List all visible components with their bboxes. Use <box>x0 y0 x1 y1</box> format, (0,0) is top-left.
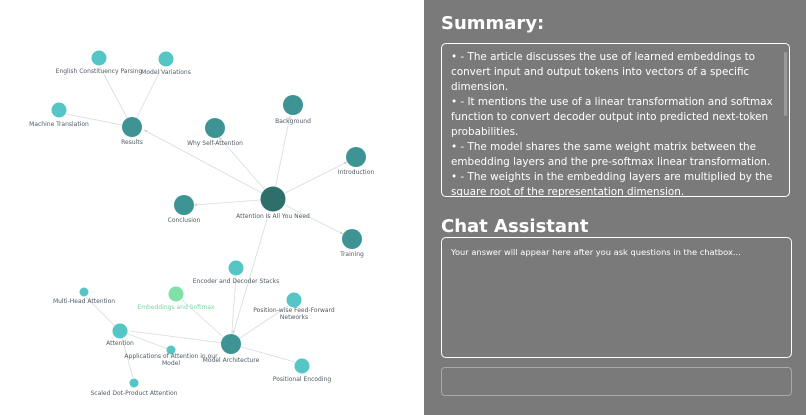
node-label: Conclusion <box>167 217 201 224</box>
node-label: Positional Encoding <box>272 376 332 383</box>
node-encoder-decoder-stacks[interactable] <box>193 261 280 286</box>
node-why-self-attention[interactable] <box>187 118 243 147</box>
chat-assistant-title: Chat Assistant <box>441 216 589 237</box>
graph-edge <box>130 331 231 344</box>
graph-node[interactable] <box>261 187 286 212</box>
node-label: Results <box>121 139 143 146</box>
summary-title: Summary: <box>441 13 545 34</box>
graph-node[interactable] <box>205 118 225 138</box>
graph-node[interactable] <box>287 293 302 308</box>
node-attention[interactable] <box>106 324 134 348</box>
summary-scrollbar[interactable] <box>784 52 787 116</box>
node-training[interactable] <box>339 229 364 258</box>
node-label: Scaled Dot-Product Attention <box>90 390 178 397</box>
graph-node[interactable] <box>229 261 244 276</box>
node-label: Multi-Head Attention <box>52 298 116 305</box>
graph-node[interactable] <box>342 229 362 249</box>
node-embeddings-and-softmax[interactable] <box>137 287 215 312</box>
node-background[interactable] <box>275 95 311 125</box>
summary-item: • - The model shares the same weight matrix between the embedding layers and the pre-softmax linear transformation. <box>451 141 771 168</box>
chat-input[interactable] <box>441 367 792 396</box>
node-label: Machine Translation <box>29 121 89 128</box>
node-machine-translation[interactable] <box>29 103 89 129</box>
chat-answer-placeholder: Your answer will appear here after you ask questions in the chatbox... <box>451 247 741 257</box>
graph-node[interactable] <box>92 51 107 66</box>
node-label: Background <box>275 118 311 125</box>
graph-node[interactable] <box>295 359 310 374</box>
graph-edge <box>132 67 162 127</box>
node-introduction[interactable] <box>338 147 375 176</box>
node-scaled-dot-product-attention[interactable] <box>90 379 177 398</box>
graph-node[interactable] <box>283 95 303 115</box>
graph-node[interactable] <box>130 379 139 388</box>
node-conclusion[interactable] <box>168 195 201 224</box>
summary-item: • - The weights in the embedding layers are multiplied by the square root of the representation dimension. <box>451 171 773 197</box>
summary-box[interactable] <box>441 43 790 197</box>
node-model-variations[interactable] <box>141 52 191 77</box>
graph-node[interactable] <box>174 195 194 215</box>
graph-node[interactable] <box>221 334 241 354</box>
node-label: Attention Is All You Need <box>236 213 310 220</box>
graph-edge <box>100 67 132 127</box>
graph-node[interactable] <box>159 52 174 67</box>
node-attention-is-all-you-need[interactable] <box>236 187 310 221</box>
node-label: Encoder and Decoder Stacks <box>192 278 280 285</box>
node-label: Introduction <box>337 169 375 176</box>
graph-node[interactable] <box>169 287 184 302</box>
chat-answer-box <box>441 237 792 358</box>
graph-node[interactable] <box>52 103 67 118</box>
node-label: Why Self-Attention <box>187 140 243 147</box>
node-results[interactable] <box>121 117 143 146</box>
node-label: Model Variations <box>141 69 191 76</box>
summary-list <box>451 50 780 197</box>
summary-item: • - The article discusses the use of learned embeddings to convert input and output tokens into vectors of a specific dimension. <box>451 51 756 93</box>
node-label: Attention <box>106 340 134 347</box>
node-label: Model Architecture <box>202 357 260 364</box>
node-label: Position-wise Feed-Forward Networks <box>253 307 335 321</box>
graph-edge <box>231 276 236 344</box>
graph-node[interactable] <box>122 117 142 137</box>
node-label: English Constituency Parsing <box>55 68 143 75</box>
summary-item: • - It mentions the use of a linear transformation and softmax function to convert decoder output into predicted next-token probabilities. <box>451 96 773 138</box>
node-label: Training <box>340 251 364 258</box>
node-label: Applications of Attention in our Model <box>124 353 218 367</box>
node-multi-head-attention[interactable] <box>53 288 115 306</box>
node-positional-encoding[interactable] <box>273 359 331 384</box>
node-english-constituency-parsing[interactable] <box>56 51 143 76</box>
graph-node[interactable] <box>80 288 89 297</box>
node-position-wise-feed-forward[interactable] <box>253 293 335 322</box>
graph-node[interactable] <box>113 324 128 339</box>
side-panel <box>424 0 806 415</box>
node-label: Embeddings and Softmax <box>137 304 215 311</box>
graph-edge <box>273 116 290 199</box>
graph-node[interactable] <box>346 147 366 167</box>
